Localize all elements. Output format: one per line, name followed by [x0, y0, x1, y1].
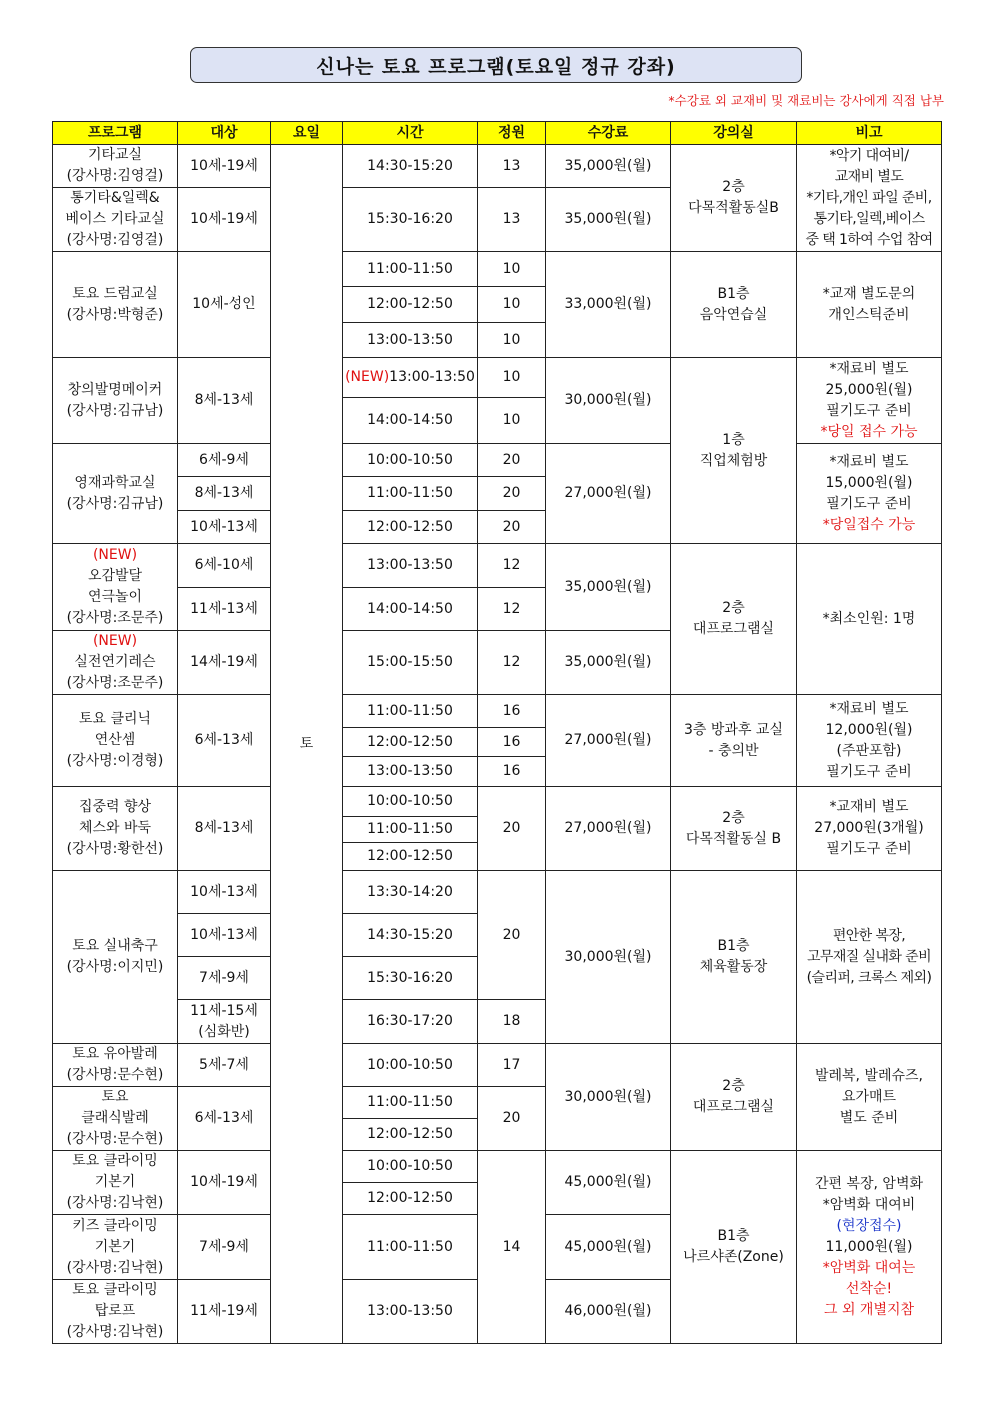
target-cell: 8세-13세	[178, 358, 271, 444]
memo-cell: *최소인원: 1명	[797, 544, 942, 695]
program-cell: 기타교실 (강사명:김영걸)	[53, 145, 178, 188]
room-cell: 2층 대프로그램실	[671, 544, 797, 695]
room-cell: 3층 방과후 교실 - 충의반	[671, 695, 797, 787]
header-capacity: 정원	[478, 122, 546, 145]
memo-cell: *악기 대여비/ 교재비 별도 *기타,개인 파일 준비, 통기타,일렉,베이스 중 택 1하여 수업 참여	[797, 145, 942, 252]
memo-cell: *재료비 별도 12,000원(월) (주판포함) 필기도구 준비	[797, 695, 942, 787]
fee-cell: 33,000원(월)	[546, 252, 671, 358]
time-cell: 12:00-12:50	[343, 511, 478, 544]
time-cell: 13:00-13:50	[343, 544, 478, 588]
table-row	[53, 145, 942, 188]
header-time: 시간	[343, 122, 478, 145]
time-cell: 11:00-11:50	[343, 1215, 478, 1280]
table-row	[53, 871, 942, 914]
target-cell: 10세-성인	[178, 252, 271, 358]
time-cell: 12:00-12:50	[343, 287, 478, 323]
fee-cell: 30,000원(월)	[546, 358, 671, 444]
target-cell: 8세-13세	[178, 477, 271, 511]
target-cell: 10세-13세	[178, 871, 271, 914]
time-cell: 15:00-15:50	[343, 631, 478, 695]
fee-cell: 45,000원(월)	[546, 1151, 671, 1215]
time-cell: 14:30-15:20	[343, 914, 478, 957]
time-cell: 13:00-13:50	[343, 323, 478, 358]
header-room: 강의실	[671, 122, 797, 145]
memo-cell: *재료비 별도 15,000원(월) 필기도구 준비 *당일접수 가능	[797, 444, 942, 544]
time-cell: 13:00-13:50	[343, 757, 478, 787]
capacity-cell: 12	[478, 631, 546, 695]
program-cell: 통기타&일렉& 베이스 기타교실 (강사명:김영걸)	[53, 188, 178, 252]
time-cell: 15:30-16:20	[343, 188, 478, 252]
capacity-cell: 10	[478, 287, 546, 323]
program-cell: (NEW) 실전연기레슨 (강사명:조문주)	[53, 631, 178, 695]
time-cell: 14:00-14:50	[343, 398, 478, 444]
program-cell: 토요 클라이밍 탑로프 (강사명:김낙현)	[53, 1280, 178, 1344]
program-cell: 영재과학교실 (강사명:김규남)	[53, 444, 178, 544]
time-cell: 14:00-14:50	[343, 588, 478, 631]
capacity-cell: 16	[478, 728, 546, 757]
target-cell: 11세-19세	[178, 1280, 271, 1344]
capacity-cell: 20	[478, 1087, 546, 1151]
time-cell: 13:00-13:50	[343, 1280, 478, 1344]
target-cell: 8세-13세	[178, 787, 271, 871]
new-badge: (NEW)	[345, 369, 390, 385]
time-cell: (NEW)13:00-13:50	[343, 358, 478, 398]
table-header-row	[53, 122, 942, 145]
target-cell: 7세-9세	[178, 957, 271, 1000]
fee-cell: 46,000원(월)	[546, 1280, 671, 1344]
memo-cell: 편안한 복장, 고무재질 실내화 준비 (슬리퍼, 크록스 제외)	[797, 871, 942, 1044]
new-badge: (NEW)	[92, 547, 138, 563]
capacity-cell: 20	[478, 787, 546, 871]
time-cell: 12:00-12:50	[343, 1119, 478, 1151]
target-cell: 10세-13세	[178, 914, 271, 957]
memo-cell: 간편 복장, 암벽화 *암벽화 대여비 (현장접수) 11,000원(월) *암벽화 대여는 선착순! 그 외 개별지참	[797, 1151, 942, 1344]
memo-cell: 발레복, 발레슈즈, 요가매트 별도 준비	[797, 1044, 942, 1151]
fee-cell: 35,000원(월)	[546, 188, 671, 252]
capacity-cell: 13	[478, 188, 546, 252]
capacity-cell: 10	[478, 398, 546, 444]
fee-cell: 35,000원(월)	[546, 145, 671, 188]
table-row	[53, 1044, 942, 1087]
table-row	[53, 787, 942, 817]
table-row	[53, 252, 942, 287]
target-cell: 6세-10세	[178, 544, 271, 588]
table-row	[53, 1151, 942, 1183]
time-cell: 14:30-15:20	[343, 145, 478, 188]
memo-cell: *재료비 별도 25,000원(월) 필기도구 준비 *당일 접수 가능	[797, 358, 942, 444]
program-cell: 토요 드럼교실 (강사명:박형준)	[53, 252, 178, 358]
page-title: 신나는 토요 프로그램(토요일 정규 강좌)	[190, 47, 802, 83]
capacity-cell: 14	[478, 1151, 546, 1344]
time-cell: 12:00-12:50	[343, 728, 478, 757]
header-memo: 비고	[797, 122, 942, 145]
capacity-cell: 16	[478, 757, 546, 787]
header-target: 대상	[178, 122, 271, 145]
schedule-table	[52, 121, 942, 1344]
time-cell: 11:00-11:50	[343, 252, 478, 287]
capacity-cell: 18	[478, 1000, 546, 1044]
capacity-cell: 10	[478, 358, 546, 398]
time-cell: 10:00-10:50	[343, 444, 478, 477]
capacity-cell: 10	[478, 323, 546, 358]
target-cell: 6세-13세	[178, 695, 271, 787]
header-day: 요일	[271, 122, 343, 145]
fee-cell: 27,000원(월)	[546, 695, 671, 787]
fee-cell: 45,000원(월)	[546, 1215, 671, 1280]
fee-cell: 27,000원(월)	[546, 444, 671, 544]
time-cell: 12:00-12:50	[343, 843, 478, 871]
time-cell: 11:00-11:50	[343, 1087, 478, 1119]
time-cell: 11:00-11:50	[343, 817, 478, 843]
table-row	[53, 695, 942, 728]
capacity-cell: 20	[478, 871, 546, 1000]
room-cell: 2층 다목적활동실 B	[671, 787, 797, 871]
fee-cell: 35,000원(월)	[546, 544, 671, 631]
capacity-cell: 20	[478, 477, 546, 511]
time-cell: 12:00-12:50	[343, 1183, 478, 1215]
table-row	[53, 444, 942, 477]
target-cell: 6세-13세	[178, 1087, 271, 1151]
fee-cell: 30,000원(월)	[546, 1044, 671, 1151]
capacity-cell: 20	[478, 444, 546, 477]
capacity-cell: 16	[478, 695, 546, 728]
program-cell: 토요 유아발레 (강사명:문수현)	[53, 1044, 178, 1087]
target-cell: 11세-15세 (심화반)	[178, 1000, 271, 1044]
program-cell: 토요 클라이밍 기본기 (강사명:김낙현)	[53, 1151, 178, 1215]
time-cell: 10:00-10:50	[343, 1151, 478, 1183]
program-cell: 토요 클리닉 연산셈 (강사명:이경형)	[53, 695, 178, 787]
time-cell: 13:30-14:20	[343, 871, 478, 914]
capacity-cell: 17	[478, 1044, 546, 1087]
program-cell: (NEW) 오감발달 연극놀이 (강사명:조문주)	[53, 544, 178, 631]
table-row	[53, 358, 942, 398]
fee-cell: 27,000원(월)	[546, 787, 671, 871]
header-fee: 수강료	[546, 122, 671, 145]
table-row	[53, 544, 942, 588]
capacity-cell: 12	[478, 544, 546, 588]
target-cell: 10세-13세	[178, 511, 271, 544]
memo-cell: *교재비 별도 27,000원(3개월) 필기도구 준비	[797, 787, 942, 871]
day-cell: 토	[271, 145, 343, 1344]
target-cell: 14세-19세	[178, 631, 271, 695]
room-cell: 2층 대프로그램실	[671, 1044, 797, 1151]
capacity-cell: 13	[478, 145, 546, 188]
room-cell: B1층 나르샤존(Zone)	[671, 1151, 797, 1344]
room-cell: 2층 다목적활동실B	[671, 145, 797, 252]
capacity-cell: 10	[478, 252, 546, 287]
target-cell: 10세-19세	[178, 188, 271, 252]
program-cell: 집중력 향상 체스와 바둑 (강사명:황한선)	[53, 787, 178, 871]
fee-cell: 35,000원(월)	[546, 631, 671, 695]
target-cell: 10세-19세	[178, 1151, 271, 1215]
program-cell: 토요 클래식발레 (강사명:문수현)	[53, 1087, 178, 1151]
time-cell: 10:00-10:50	[343, 787, 478, 817]
memo-cell: *교재 별도문의 개인스틱준비	[797, 252, 942, 358]
time-cell: 16:30-17:20	[343, 1000, 478, 1044]
room-cell: B1층 음악연습실	[671, 252, 797, 358]
capacity-cell: 12	[478, 588, 546, 631]
target-cell: 11세-13세	[178, 588, 271, 631]
new-badge: (NEW)	[92, 633, 138, 649]
target-cell: 6세-9세	[178, 444, 271, 477]
room-cell: B1층 체육활동장	[671, 871, 797, 1044]
target-cell: 10세-19세	[178, 145, 271, 188]
program-cell: 창의발명메이커 (강사명:김규남)	[53, 358, 178, 444]
fee-note: *수강료 외 교재비 및 재료비는 강사에게 직접 납부	[668, 93, 944, 108]
time-cell: 10:00-10:50	[343, 1044, 478, 1087]
target-cell: 7세-9세	[178, 1215, 271, 1280]
room-cell: 1층 직업체험방	[671, 358, 797, 544]
time-cell: 11:00-11:50	[343, 477, 478, 511]
time-cell: 15:30-16:20	[343, 957, 478, 1000]
time-cell: 11:00-11:50	[343, 695, 478, 728]
header-program: 프로그램	[53, 122, 178, 145]
program-cell: 키즈 클라이밍 기본기 (강사명:김낙현)	[53, 1215, 178, 1280]
fee-cell: 30,000원(월)	[546, 871, 671, 1044]
program-cell: 토요 실내축구 (강사명:이지민)	[53, 871, 178, 1044]
capacity-cell: 20	[478, 511, 546, 544]
target-cell: 5세-7세	[178, 1044, 271, 1087]
